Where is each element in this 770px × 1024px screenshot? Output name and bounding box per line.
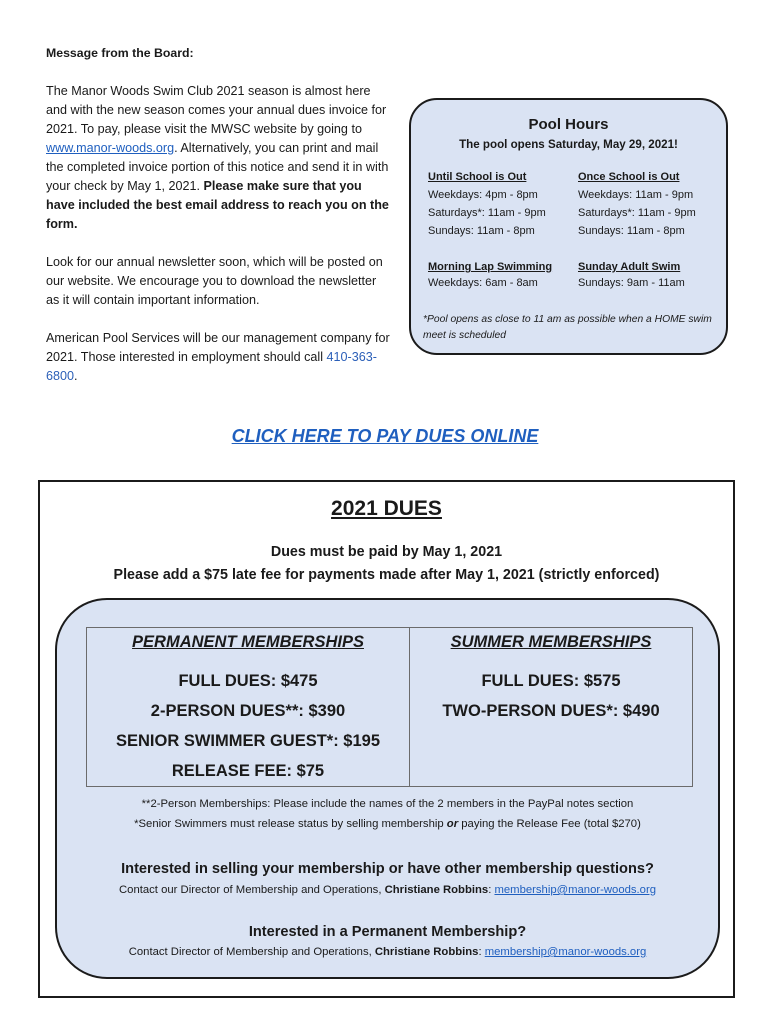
- contact-name: Christiane Robbins: [374, 946, 479, 958]
- summer-memberships-cell: [410, 628, 693, 787]
- hours-line: Weekdays: 11am - 9pm: [578, 189, 694, 201]
- hours-line: Sundays: 9am - 11am: [578, 277, 685, 289]
- hours-line: Sundays: 11am - 8pm: [428, 225, 535, 237]
- contact-text: :: [488, 884, 495, 896]
- until-school-heading: Until School is Out: [428, 171, 527, 183]
- phone-number: 410-363-6800: [46, 350, 377, 383]
- permanent-contact-line: [57, 946, 718, 958]
- permanent-memberships-cell: [87, 628, 410, 787]
- dues-deadline: Dues must be paid by May 1, 2021: [270, 544, 503, 560]
- membership-table: [86, 627, 693, 787]
- dues-title: 2021 DUES: [331, 497, 442, 520]
- board-message: [46, 44, 391, 405]
- pay-dues-link-row: [0, 426, 770, 447]
- hours-line: Weekdays: 4pm - 8pm: [428, 189, 538, 201]
- note-emphasis: or: [446, 818, 459, 830]
- membership-email-link[interactable]: membership@manor-woods.org: [484, 946, 647, 958]
- pool-hours-title: Pool Hours: [528, 116, 609, 133]
- price-line: 2-PERSON DUES**: $390: [150, 702, 346, 720]
- pay-dues-online-link[interactable]: CLICK HERE TO PAY DUES ONLINE: [231, 426, 539, 446]
- once-school-heading: Once School is Out: [578, 171, 680, 183]
- hours-line: Weekdays: 6am - 8am: [428, 277, 538, 289]
- board-heading: Message from the Board:: [46, 46, 194, 60]
- pool-hours-box: [409, 98, 728, 355]
- hours-line: Saturdays*: 11am - 9pm: [428, 207, 546, 219]
- selling-membership-question: Interested in selling your membership or have other membership questions?: [121, 861, 654, 877]
- membership-panel: [55, 598, 720, 979]
- contact-name: Christiane Robbins: [384, 884, 489, 896]
- contact-text: Contact Director of Membership and Operations,: [128, 946, 375, 958]
- board-paragraph-dues: [46, 82, 391, 234]
- lap-swim-heading: Morning Lap Swimming: [428, 261, 553, 273]
- board-paragraph-employment: [46, 329, 391, 386]
- contact-text: :: [478, 946, 485, 958]
- board-text: .: [74, 369, 78, 383]
- board-paragraph-newsletter: Look for our annual newsletter soon, which will be posted on our website. We encourage you to download the newsletter as it will contain important information.: [46, 255, 383, 307]
- price-line: FULL DUES: $575: [481, 672, 621, 690]
- dues-box: [38, 480, 735, 998]
- pool-hours-note: *Pool opens as close to 11 am as possible when a HOME swim meet is scheduled: [423, 314, 712, 341]
- email-reminder: Please make sure that you have included the best email address to reach you on the form.: [46, 179, 389, 231]
- adult-swim-heading: Sunday Adult Swim: [578, 261, 681, 273]
- summer-memberships-heading: SUMMER MEMBERSHIPS: [450, 633, 652, 651]
- senior-swimmer-note: [57, 814, 718, 834]
- price-line: RELEASE FEE: $75: [171, 762, 325, 780]
- note-text: paying the Release Fee (total $270): [458, 818, 641, 830]
- board-text: . Alternatively, you can print and mail the completed invoice portion of this notice and send it in with your check by May 1, 2021.: [46, 141, 389, 193]
- until-school-hours: [428, 168, 546, 240]
- board-text: American Pool Services will be our management company for 2021. Those interested in employment should call: [46, 331, 390, 364]
- once-school-hours: [578, 168, 696, 240]
- price-line: FULL DUES: $475: [178, 672, 318, 690]
- price-line: TWO-PERSON DUES*: $490: [442, 702, 660, 720]
- permanent-membership-question: Interested in a Permanent Membership?: [248, 924, 527, 940]
- hours-line: Sundays: 11am - 8pm: [578, 225, 685, 237]
- website-link[interactable]: www.manor-woods.org: [46, 141, 175, 155]
- permanent-memberships-heading: PERMANENT MEMBERSHIPS: [132, 633, 364, 651]
- late-fee-notice: Please add a $75 late fee for payments made after May 1, 2021 (strictly enforced): [113, 567, 660, 583]
- two-person-note: **2-Person Memberships: Please include the names of the 2 members in the PayPal notes section: [141, 798, 634, 810]
- price-line: SENIOR SWIMMER GUEST*: $195: [115, 732, 381, 750]
- board-text: The Manor Woods Swim Club 2021 season is almost here and with the new season comes your annual dues invoice for 2021. To pay, please visit the MWSC website by going to: [46, 84, 387, 136]
- selling-contact-line: [57, 884, 718, 896]
- pool-opening-date: The pool opens Saturday, May 29, 2021!: [459, 138, 678, 151]
- note-text: *Senior Swimmers must release status by selling membership: [134, 818, 447, 830]
- lap-swim-hours: [428, 259, 552, 291]
- adult-swim-hours: [578, 259, 685, 291]
- membership-notes: [57, 794, 718, 834]
- membership-email-link[interactable]: membership@manor-woods.org: [494, 884, 656, 896]
- contact-text: Contact our Director of Membership and Operations,: [119, 884, 385, 896]
- hours-line: Saturdays*: 11am - 9pm: [578, 207, 696, 219]
